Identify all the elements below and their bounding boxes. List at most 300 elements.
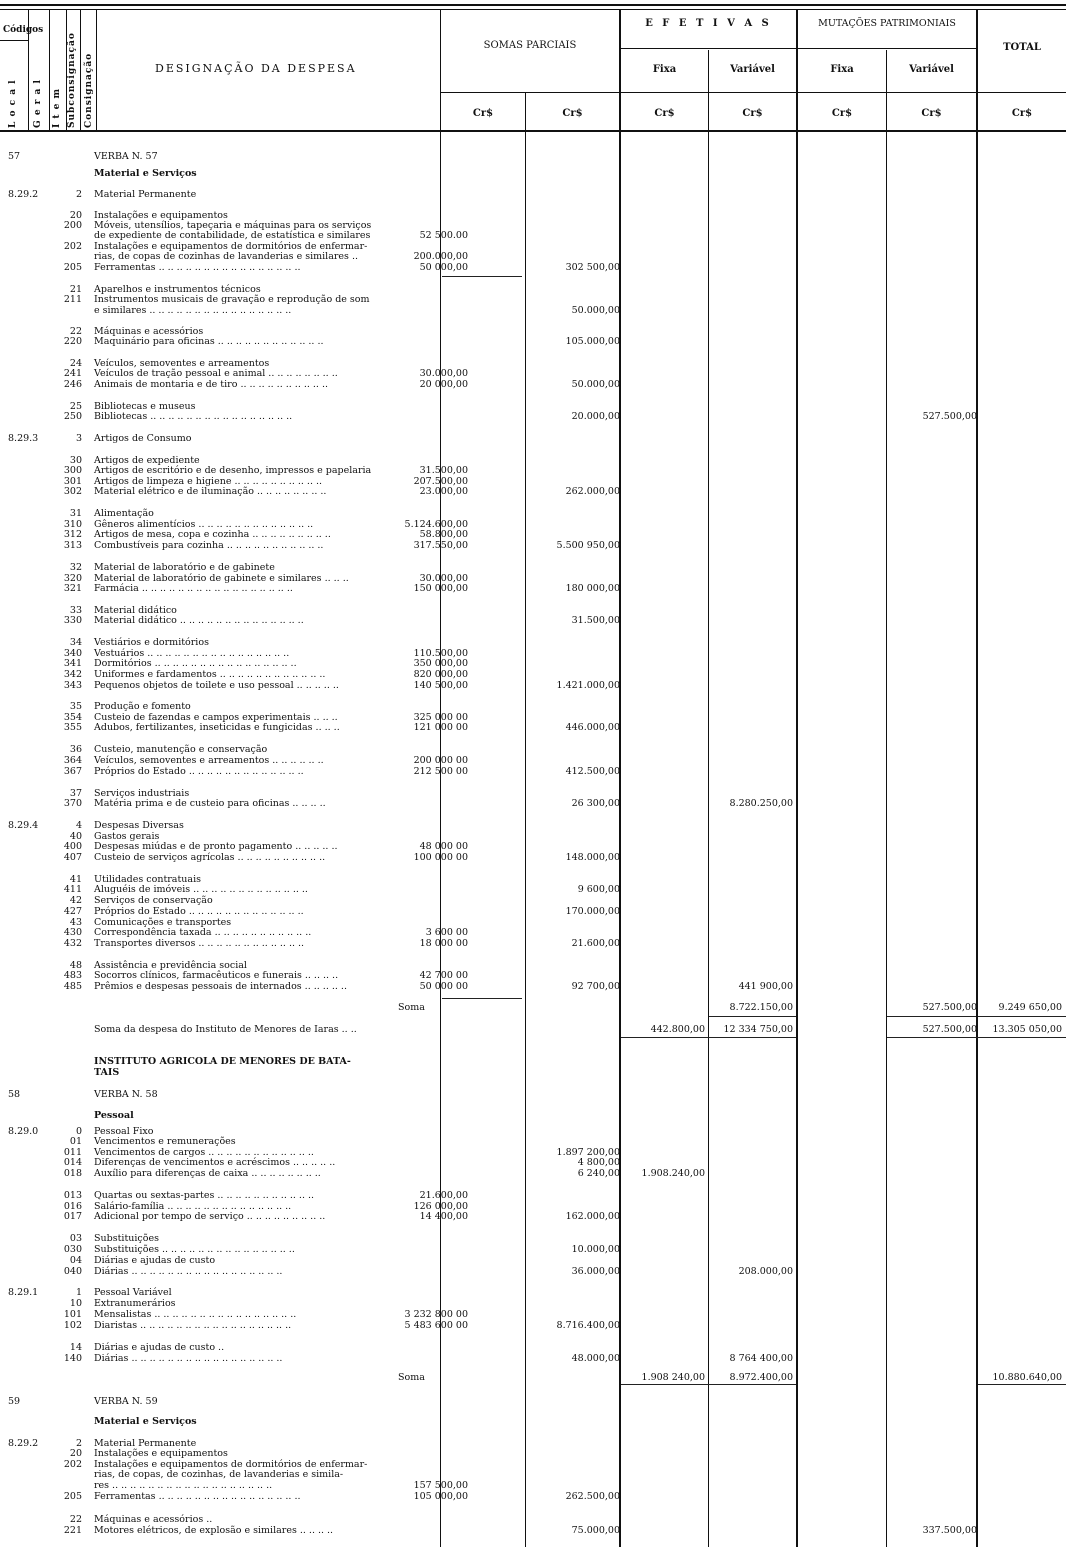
row-partial-1: 105 000,00 (413, 1491, 468, 1502)
row-description: Diaristas .. .. .. .. .. .. .. .. .. .. .. .. .. .. .. .. .. (94, 1320, 292, 1331)
row-description: VERBA N. 59 (94, 1396, 158, 1407)
soma-rule (621, 1384, 796, 1385)
top-rule (0, 4, 1066, 6)
row-code-local: 57 (8, 151, 21, 162)
row-code-item: 20 (69, 210, 82, 221)
row-description: Serviços industriais (94, 788, 190, 799)
row-description: Custeio de serviços agrícolas .. .. .. .. .. .. .. .. .. .. (94, 852, 326, 863)
row-code-item: 411 (63, 884, 82, 895)
row-description: Vencimentos e remunerações (94, 1136, 236, 1147)
row-partial-2: 412.500,00 (565, 766, 620, 777)
row-description: Instrumentos musicais de gravação e reprodução de som (94, 294, 370, 305)
header-currency: Cr$ (921, 108, 942, 119)
row-code-item: 205 (63, 262, 82, 273)
row-description: Mensalistas .. .. .. .. .. .. .. .. .. .. .. .. .. .. .. .. (94, 1309, 297, 1320)
row-partial-2: 20.000,00 (571, 411, 620, 422)
row-partial-1: 50 000 00 (419, 981, 468, 992)
soma-rule (978, 1384, 1066, 1385)
row-description: Pessoal (94, 1110, 134, 1121)
row-partial-1: 20 000,00 (419, 379, 468, 390)
row-code-item: 36 (69, 744, 82, 755)
row-partial-2: 26 300,00 (571, 798, 620, 809)
row-efetiva-variavel: 12 334 750,00 (723, 1024, 793, 1035)
header-currency: Cr$ (654, 108, 675, 119)
row-efetiva-variavel: 8.280.250,00 (729, 798, 793, 809)
row-code-item: 3 (75, 433, 82, 444)
row-description: Animais de montaria e de tiro .. .. .. .. .. .. .. .. .. .. (94, 379, 329, 390)
row-description: TAIS (94, 1067, 120, 1078)
row-description: Maquinário para oficinas .. .. .. .. .. .. .. .. .. .. .. .. (94, 336, 324, 347)
row-description: Soma da despesa do Instituto de Menores de Iaras .. .. (94, 1024, 357, 1035)
row-partial-1: 350 000,00 (413, 658, 468, 669)
row-efetiva-variavel: 441 900,00 (738, 981, 793, 992)
row-partial-1: 14 400,00 (419, 1211, 468, 1222)
header-local: L o c a l (8, 79, 18, 128)
row-code-item: 040 (63, 1266, 82, 1277)
row-code-item: 24 (69, 358, 82, 369)
row-description: Produção e fomento (94, 701, 191, 712)
row-code-item: 10 (69, 1298, 82, 1309)
row-code-item: 014 (63, 1157, 82, 1168)
row-description: Artigos de escritório e de desenho, impressos e papelaria (94, 465, 372, 476)
row-description: VERBA N. 58 (94, 1089, 158, 1100)
row-description: Diárias .. .. .. .. .. .. .. .. .. .. .. .. .. .. .. .. .. (94, 1353, 283, 1364)
row-code-item: 31 (69, 508, 82, 519)
row-code-local: 8.29.0 (8, 1126, 39, 1137)
row-code-item: 37 (69, 788, 82, 799)
row-code-item: 202 (63, 1459, 82, 1470)
row-description: Material Permanente (94, 1438, 197, 1449)
row-code-item: 41 (69, 874, 82, 885)
header-somas-parciais: SOMAS PARCIAIS (483, 40, 577, 51)
row-code-item: 0 (75, 1126, 82, 1137)
header-codigos: Códigos (3, 25, 44, 35)
row-code-item: 301 (63, 476, 82, 487)
soma-rule (978, 1016, 1066, 1017)
row-code-item: 42 (69, 895, 82, 906)
row-code-item: 30 (69, 455, 82, 466)
row-partial-2: 302 500,00 (565, 262, 620, 273)
row-efetiva-fixa: 1.908.240,00 (641, 1168, 705, 1179)
row-code-item: 34 (69, 637, 82, 648)
row-partial-2: 262.000,00 (565, 486, 620, 497)
row-code-item: 04 (69, 1255, 82, 1266)
row-partial-1: 212 500 00 (413, 766, 468, 777)
row-description: Instalações e equipamentos (94, 210, 228, 221)
row-code-local: 8.29.4 (8, 820, 39, 831)
header-variavel: Variável (730, 64, 775, 75)
row-description: Artigos de expediente (94, 455, 200, 466)
header-bottom-rule (0, 130, 1066, 132)
row-description: Veículos de tração pessoal e animal .. .. .. .. .. .. .. .. (94, 368, 338, 379)
row-partial-1: 48 000 00 (419, 841, 468, 852)
row-total: 10.880.640,00 (992, 1372, 1062, 1383)
row-code-item: 200 (63, 220, 82, 231)
row-partial-1: 157 500,00 (413, 1480, 468, 1491)
row-partial-2: 36.000,00 (571, 1266, 620, 1277)
row-description: Matéria prima e de custeio para oficinas .. .. .. .. (94, 798, 326, 809)
row-code-item: 211 (63, 294, 82, 305)
row-description: Diárias e ajudas de custo (94, 1255, 216, 1266)
row-code-item: 370 (63, 798, 82, 809)
row-code-item: 01 (69, 1136, 82, 1147)
row-description: Combustíveis para cozinha .. .. .. .. .. .. .. .. .. .. .. (94, 540, 324, 551)
row-description: Instalações e equipamentos de dormitórios de enfermar- (94, 1459, 368, 1470)
row-efetiva-variavel: 8.722.150,00 (729, 1002, 793, 1013)
row-code-item: 250 (63, 411, 82, 422)
row-description: Utilidades contratuais (94, 874, 201, 885)
row-code-item: 20 (69, 1448, 82, 1459)
row-partial-1: 18 000 00 (419, 938, 468, 949)
row-partial-1: 21.600,00 (419, 1190, 468, 1201)
row-partial-1: 200.000,00 (413, 251, 468, 262)
row-description: Custeio de fazendas e campos experimentais .. .. .. (94, 712, 338, 723)
row-description: Veículos, semoventes e arreamentos (94, 358, 270, 369)
row-partial-2: 50.000,00 (571, 305, 620, 316)
row-partial-2: 92 700,00 (571, 981, 620, 992)
row-code-item: 485 (63, 981, 82, 992)
row-description: Material elétrico e de iluminação .. .. .. .. .. .. .. .. (94, 486, 327, 497)
row-code-item: 310 (63, 519, 82, 530)
row-code-item: 341 (63, 658, 82, 669)
row-code-item: 48 (69, 960, 82, 971)
row-code-item: 140 (63, 1353, 82, 1364)
row-code-item: 14 (69, 1342, 82, 1353)
row-code-item: 407 (63, 852, 82, 863)
row-description: Material Permanente (94, 189, 197, 200)
row-code-item: 313 (63, 540, 82, 551)
header-currency: Cr$ (831, 108, 853, 119)
row-description: Farmácia .. .. .. .. .. .. .. .. .. .. .. .. .. .. .. .. .. (94, 583, 293, 594)
row-description: Assistência e previdência social (94, 960, 247, 971)
row-mutacao-variavel: 527.500,00 (922, 411, 977, 422)
row-description: Soma (398, 1372, 425, 1383)
row-description: Material e Serviços (94, 1416, 197, 1427)
row-code-item: 246 (63, 379, 82, 390)
row-code-item: 430 (63, 927, 82, 938)
row-description: Aluguéis de imóveis .. .. .. .. .. .. .. .. .. .. .. .. .. (94, 884, 308, 895)
row-code-item: 221 (63, 1525, 82, 1536)
header-designacao: DESIGNAÇÃO DA DESPESA (155, 62, 357, 75)
row-description: Uniformes e fardamentos .. .. .. .. .. .. .. .. .. .. .. .. (94, 669, 326, 680)
row-code-item: 33 (69, 605, 82, 616)
row-code-item: 018 (63, 1168, 82, 1179)
row-efetiva-variavel: 8.972.400,00 (729, 1372, 793, 1383)
row-partial-1: 23.000,00 (419, 486, 468, 497)
row-partial-2: 10.000,00 (571, 1244, 620, 1255)
row-description: Motores elétricos, de explosão e similares .. .. .. .. (94, 1525, 334, 1536)
row-total: 9.249 650,00 (998, 1002, 1062, 1013)
row-partial-2: 21.600,00 (571, 938, 620, 949)
row-partial-1: 121 000 00 (413, 722, 468, 733)
soma-rule (887, 1037, 1066, 1038)
row-description: Material e Serviços (94, 168, 197, 179)
row-code-item: 400 (63, 841, 82, 852)
row-partial-1: 200 000 00 (413, 755, 468, 766)
soma-rule (709, 1016, 796, 1017)
soma-rule (887, 1016, 976, 1017)
subtotal-rule (442, 998, 522, 999)
row-partial-2: 9 600,00 (577, 884, 620, 895)
row-partial-2: 1.421.000,00 (556, 680, 620, 691)
row-code-local: 59 (8, 1396, 21, 1407)
row-description: Ferramentas .. .. .. .. .. .. .. .. .. .. .. .. .. .. .. .. (94, 1491, 301, 1502)
row-description: Serviços de conservação (94, 895, 213, 906)
row-code-item: 21 (69, 284, 82, 295)
row-code-item: 432 (63, 938, 82, 949)
row-description: Pessoal Fixo (94, 1126, 154, 1137)
row-partial-1: 150 000,00 (413, 583, 468, 594)
row-description: Diárias .. .. .. .. .. .. .. .. .. .. .. .. .. .. .. .. .. (94, 1266, 283, 1277)
row-code-item: 342 (63, 669, 82, 680)
row-partial-2: 162.000,00 (565, 1211, 620, 1222)
row-description: Adicional por tempo de serviço .. .. .. .. .. .. .. .. .. (94, 1211, 326, 1222)
row-code-item: 241 (63, 368, 82, 379)
row-partial-1: 100 000 00 (413, 852, 468, 863)
row-code-item: 302 (63, 486, 82, 497)
row-partial-1: 317.550,00 (413, 540, 468, 551)
row-description: de expediente de contabilidade, de estatística e similares (94, 230, 371, 241)
header-item: I t e m (52, 87, 62, 128)
top-rule-2 (0, 9, 1066, 10)
row-description: Instalações e equipamentos de dormitórios de enfermar- (94, 241, 368, 252)
row-code-item: 013 (63, 1190, 82, 1201)
row-code-item: 2 (75, 189, 82, 200)
codigos-rule (0, 40, 28, 41)
row-description: Máquinas e acessórios .. (94, 1514, 213, 1525)
row-description: Dormitórios .. .. .. .. .. .. .. .. .. .. .. .. .. .. .. .. (94, 658, 297, 669)
col-line-cons (96, 10, 97, 130)
row-description: Material de laboratório de gabinete e similares .. .. .. (94, 573, 349, 584)
header-mut-fixa: Fixa (830, 64, 854, 75)
row-code-item: 300 (63, 465, 82, 476)
row-description: Socorros clínicos, farmacêuticos e funerais .. .. .. .. (94, 970, 339, 981)
row-code-item: 205 (63, 1491, 82, 1502)
col-line-subcons (80, 10, 81, 130)
row-efetiva-variavel: 8 764 400,00 (729, 1353, 793, 1364)
row-description: Máquinas e acessórios (94, 326, 204, 337)
row-description: Gêneros alimentícios .. .. .. .. .. .. .. .. .. .. .. .. .. (94, 519, 314, 530)
row-partial-1: 42 700 00 (419, 970, 468, 981)
row-partial-2: 48.000,00 (571, 1353, 620, 1364)
row-code-local: 8.29.2 (8, 189, 39, 200)
row-partial-2: 31.500,00 (571, 615, 620, 626)
header-currency: Cr$ (742, 108, 763, 119)
header-fixa: Fixa (652, 64, 677, 75)
row-code-item: 101 (63, 1309, 82, 1320)
row-partial-1: 5.124.600,00 (404, 519, 468, 530)
row-code-item: 312 (63, 529, 82, 540)
row-description: Bibliotecas .. .. .. .. .. .. .. .. .. .. .. .. .. .. .. .. (94, 411, 293, 422)
row-code-item: 220 (63, 336, 82, 347)
col-line-mfixa (886, 50, 887, 1547)
row-description: rias, de copas de cozinhas de lavanderias e similares .. (94, 251, 358, 262)
header-currency: Cr$ (472, 108, 494, 119)
row-code-item: 016 (63, 1201, 82, 1212)
row-partial-1: 126 000,00 (413, 1201, 468, 1212)
row-code-item: 25 (69, 401, 82, 412)
row-partial-2: 75.000,00 (571, 1525, 620, 1536)
row-partial-1: 5 483 600 00 (404, 1320, 468, 1331)
row-description: INSTITUTO AGRICOLA DE MENORES DE BATA- (94, 1056, 351, 1067)
row-description: Prêmios e despesas pessoais de internados .. .. .. .. .. (94, 981, 347, 992)
row-partial-2: 5.500 950,00 (556, 540, 620, 551)
row-code-local: 8.29.1 (8, 1287, 39, 1298)
header-efetivas: E F E T I V A S (645, 18, 772, 29)
row-partial-1: 52 500.00 (419, 230, 468, 241)
row-code-item: 011 (63, 1147, 82, 1158)
row-code-item: 354 (63, 712, 82, 723)
header-currency: Cr$ (1011, 108, 1033, 119)
row-mutacao-variavel: 527.500,00 (922, 1002, 977, 1013)
row-partial-1: 820 000,00 (413, 669, 468, 680)
row-code-local: 58 (8, 1089, 21, 1100)
row-partial-2: 1.897 200,00 (556, 1147, 620, 1158)
row-efetiva-fixa: 442.800,00 (650, 1024, 705, 1035)
row-code-item: 43 (69, 917, 82, 928)
row-partial-2: 170.000,00 (565, 906, 620, 917)
row-code-item: 22 (69, 1514, 82, 1525)
row-partial-1: 31.500,00 (419, 465, 468, 476)
row-partial-2: 8.716.400,00 (556, 1320, 620, 1331)
row-description: Diárias e ajudas de custo .. (94, 1342, 225, 1353)
row-partial-2: 4 800,00 (577, 1157, 620, 1168)
row-code-item: 22 (69, 326, 82, 337)
row-code-item: 017 (63, 1211, 82, 1222)
col-line-parc2 (619, 10, 621, 1547)
row-code-item: 364 (63, 755, 82, 766)
row-description: Próprios do Estado .. .. .. .. .. .. .. .. .. .. .. .. .. (94, 766, 304, 777)
row-efetiva-variavel: 208.000,00 (738, 1266, 793, 1277)
row-description: Material didático (94, 605, 177, 616)
row-code-item: 427 (63, 906, 82, 917)
row-partial-1: 30.000,00 (419, 573, 468, 584)
row-description: Material didático .. .. .. .. .. .. .. .. .. .. .. .. .. .. (94, 615, 304, 626)
row-efetiva-fixa: 1.908 240,00 (641, 1372, 705, 1383)
row-description: res .. .. .. .. .. .. .. .. .. .. .. .. .. .. .. .. .. .. (94, 1480, 273, 1491)
row-partial-2: 446.000,00 (565, 722, 620, 733)
row-description: Transportes diversos .. .. .. .. .. .. .. .. .. .. .. .. (94, 938, 305, 949)
row-description: Pessoal Variável (94, 1287, 172, 1298)
row-code-item: 1 (75, 1287, 82, 1298)
row-description: Bibliotecas e museus (94, 401, 196, 412)
row-description: e similares .. .. .. .. .. .. .. .. .. .. .. .. .. .. .. .. (94, 305, 292, 316)
row-description: Pequenos objetos de toilete e uso pessoal .. .. .. .. .. (94, 680, 339, 691)
row-description: Substituições .. .. .. .. .. .. .. .. .. .. .. .. .. .. .. (94, 1244, 295, 1255)
row-description: rias, de copas, de cozinhas, de lavanderias e simila- (94, 1469, 344, 1480)
row-description: Auxílio para diferenças de caixa .. .. .. .. .. .. .. .. (94, 1168, 321, 1179)
row-description: Salário-família .. .. .. .. .. .. .. .. .. .. .. .. .. .. (94, 1201, 292, 1212)
row-description: Ferramentas .. .. .. .. .. .. .. .. .. .. .. .. .. .. .. .. (94, 262, 301, 273)
row-description: Instalações e equipamentos (94, 1448, 228, 1459)
soma-rule (621, 1037, 796, 1038)
row-code-item: 321 (63, 583, 82, 594)
row-partial-1: 3 232 800 00 (404, 1309, 468, 1320)
row-partial-2: 50.000,00 (571, 379, 620, 390)
row-partial-1: 140 500,00 (413, 680, 468, 691)
subtotal-rule (442, 276, 522, 277)
row-code-item: 32 (69, 562, 82, 573)
row-code-item: 343 (63, 680, 82, 691)
row-description: Soma (398, 1002, 425, 1013)
header-consignacao: Consignação (84, 52, 94, 128)
row-total: 13.305 050,00 (992, 1024, 1062, 1035)
row-description: Correspondência taxada .. .. .. .. .. .. .. .. .. .. .. (94, 927, 312, 938)
row-partial-1: 58.800,00 (419, 529, 468, 540)
row-description: Adubos, fertilizantes, inseticidas e fungicidas .. .. .. (94, 722, 340, 733)
row-code-item: 330 (63, 615, 82, 626)
row-code-item: 340 (63, 648, 82, 659)
row-partial-2: 105.000,00 (565, 336, 620, 347)
row-description: VERBA N. 57 (94, 151, 158, 162)
row-code-local: 8.29.2 (8, 1438, 39, 1449)
header-total: TOTAL (1003, 42, 1041, 53)
row-description: Gastos gerais (94, 831, 160, 842)
row-code-item: 367 (63, 766, 82, 777)
row-description: Aparelhos e instrumentos técnicos (94, 284, 261, 295)
header-mutacoes: MUTAÇÕES PATRIMONIAIS (818, 18, 956, 29)
row-description: Vestuários .. .. .. .. .. .. .. .. .. .. .. .. .. .. .. .. (94, 648, 290, 659)
header-currency: Cr$ (562, 108, 583, 119)
row-description: Artigos de limpeza e higiene .. .. .. .. .. .. .. .. .. .. (94, 476, 323, 487)
row-partial-1: 30.000,00 (419, 368, 468, 379)
col-line-geral (49, 10, 50, 130)
row-mutacao-variavel: 337.500,00 (922, 1525, 977, 1536)
row-partial-1: 3 600 00 (425, 927, 468, 938)
row-partial-1: 50 000,00 (419, 262, 468, 273)
row-description: Artigos de Consumo (94, 433, 192, 444)
row-code-item: 202 (63, 241, 82, 252)
row-partial-2: 262.500,00 (565, 1491, 620, 1502)
row-partial-2: 6 240,00 (577, 1168, 620, 1179)
row-description: Móveis, utensílios, tapeçaria e máquinas para os serviços (94, 220, 372, 231)
row-code-item: 40 (69, 831, 82, 842)
col-line-mvar (976, 10, 978, 1547)
row-partial-1: 207.500,00 (413, 476, 468, 487)
row-code-item: 320 (63, 573, 82, 584)
row-code-item: 355 (63, 722, 82, 733)
row-partial-1: 325 000 00 (413, 712, 468, 723)
row-description: Artigos de mesa, copa e cozinha .. .. .. .. .. .. .. .. .. (94, 529, 331, 540)
row-partial-1: 110.500,00 (413, 648, 468, 659)
row-code-item: 2 (75, 1438, 82, 1449)
row-description: Diferenças de vencimentos e acréscimos .. .. .. .. .. (94, 1157, 336, 1168)
row-description: Veículos, semoventes e arreamentos .. .. .. .. .. .. (94, 755, 324, 766)
row-description: Alimentação (94, 508, 154, 519)
header-mut-variavel: Variável (909, 64, 954, 75)
row-description: Próprios do Estado .. .. .. .. .. .. .. .. .. .. .. .. .. (94, 906, 304, 917)
row-code-item: 4 (75, 820, 82, 831)
row-description: Extranumerários (94, 1298, 176, 1309)
row-code-item: 483 (63, 970, 82, 981)
row-description: Material de laboratório e de gabinete (94, 562, 275, 573)
row-partial-2: 148.000,00 (565, 852, 620, 863)
row-description: Despesas Diversas (94, 820, 184, 831)
row-description: Substituições (94, 1233, 159, 1244)
efetivas-rule (621, 48, 976, 49)
row-description: Vestiários e dormitórios (94, 637, 209, 648)
row-code-item: 102 (63, 1320, 82, 1331)
row-partial-2: 180 000,00 (565, 583, 620, 594)
sub-header-rule (440, 92, 1066, 93)
row-description: Despesas miúdas e de pronto pagamento .. .. .. .. .. (94, 841, 338, 852)
row-description: Vencimentos de cargos .. .. .. .. .. .. .. .. .. .. .. .. (94, 1147, 314, 1158)
row-mutacao-variavel: 527.500,00 (922, 1024, 977, 1035)
row-description: Comunicações e transportes (94, 917, 232, 928)
row-code-local: 8.29.3 (8, 433, 39, 444)
row-description: Custeio, manutenção e conservação (94, 744, 268, 755)
header-subconsignacao: Subconsignação (67, 32, 77, 128)
